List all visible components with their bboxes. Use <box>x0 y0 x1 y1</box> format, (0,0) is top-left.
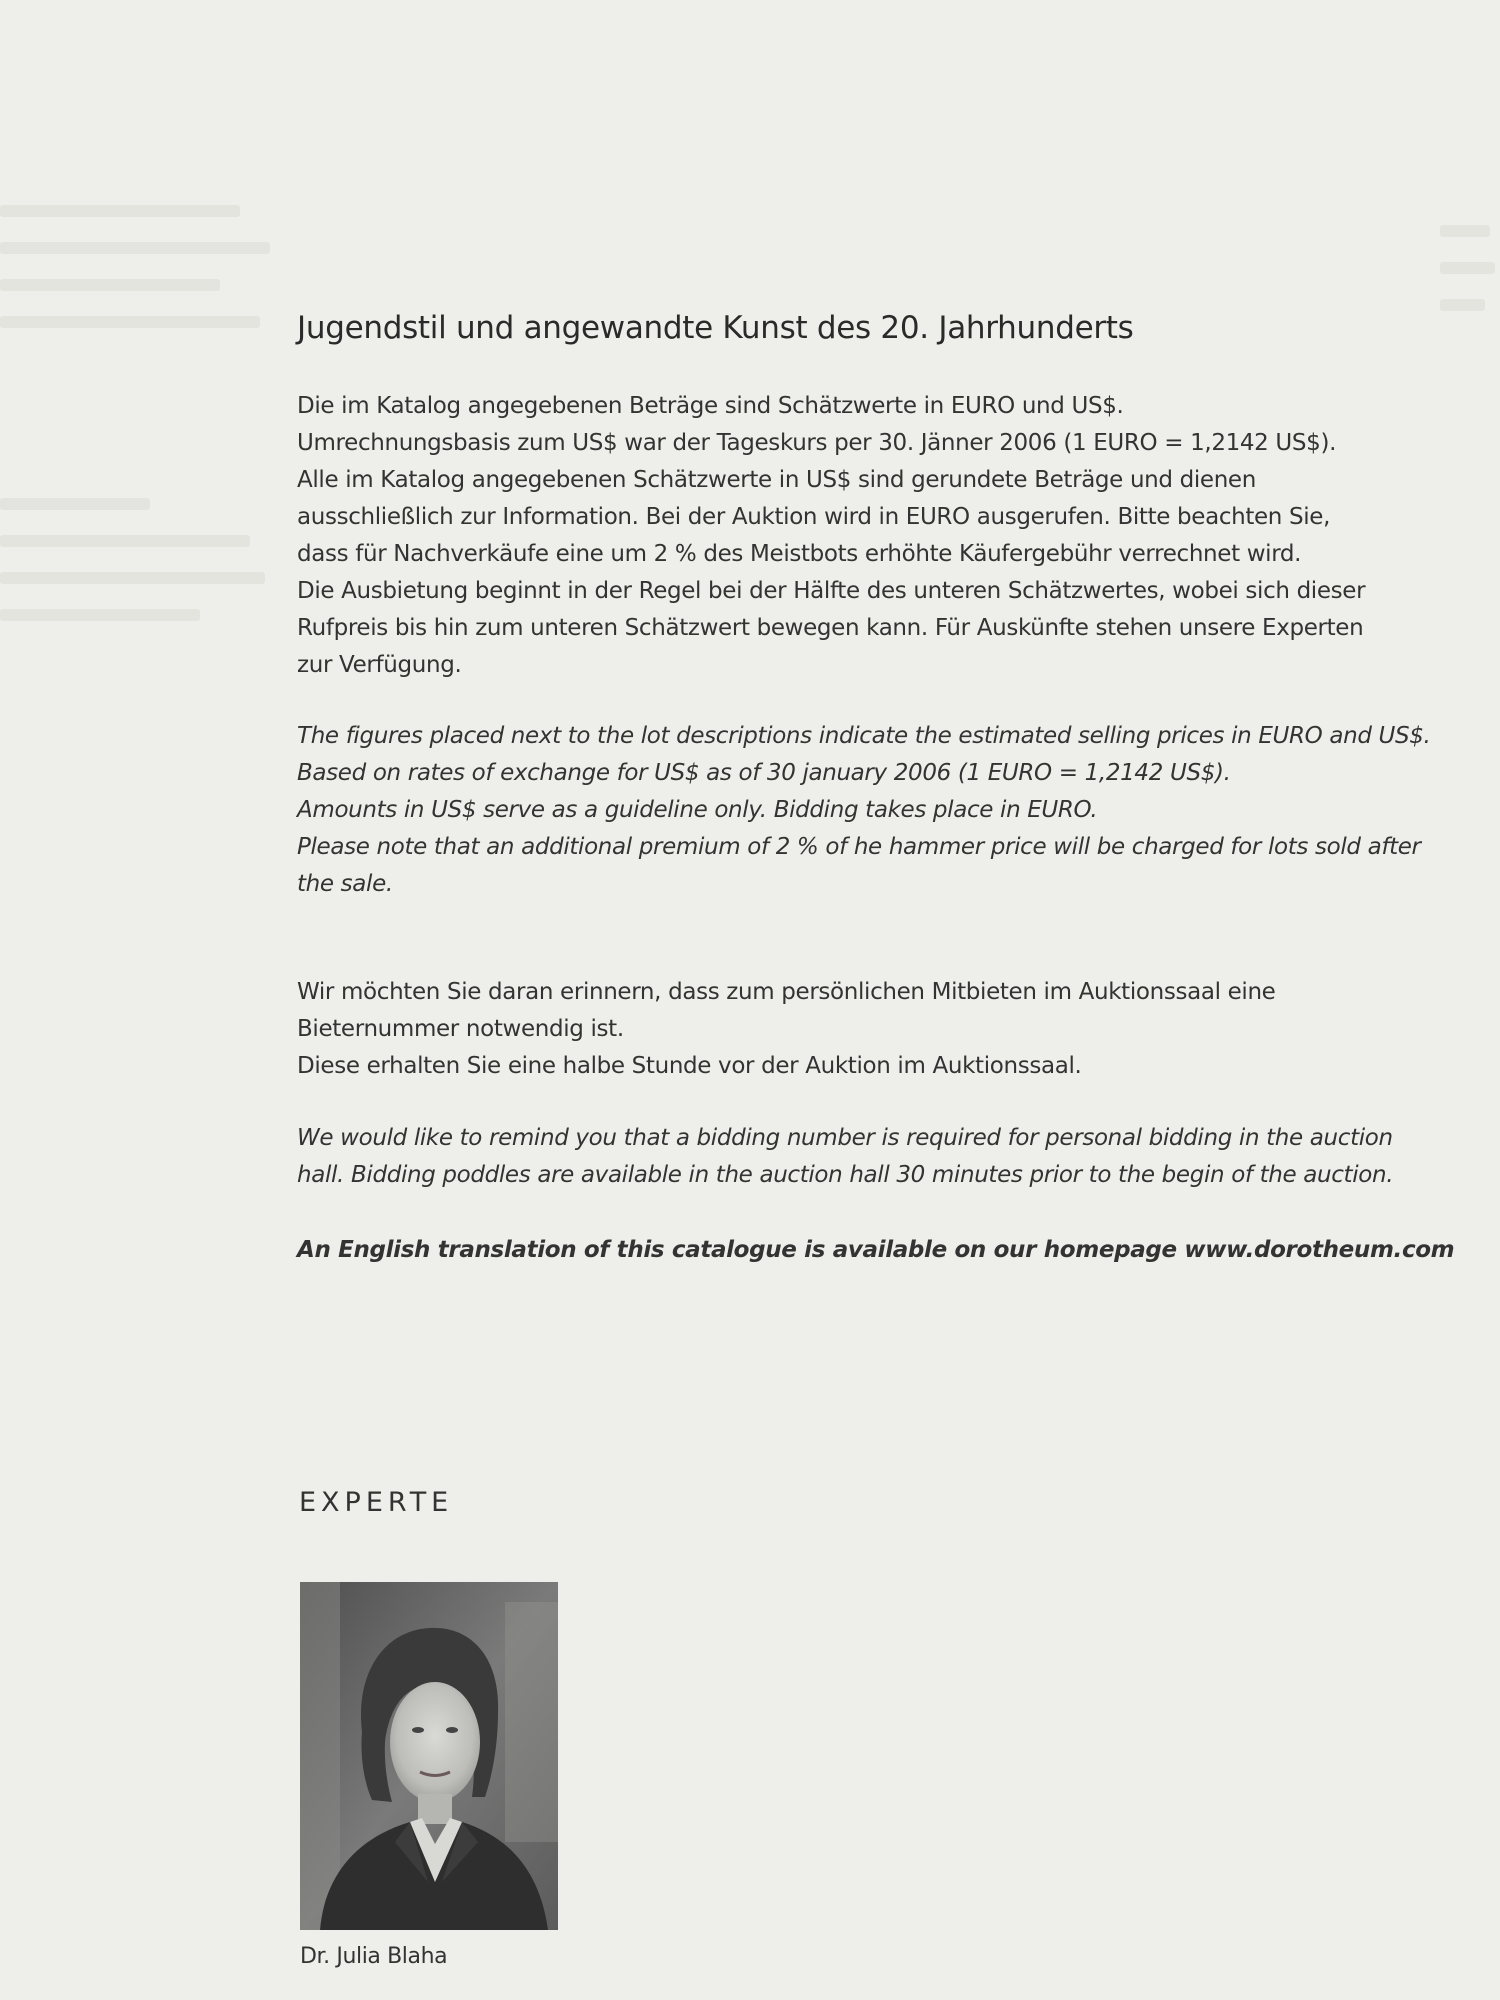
text-line: dass für Nachverkäufe eine um 2 % des Meistbots erhöhte Käufergebühr verrechnet wird. <box>297 541 1302 567</box>
text-line: Alle im Katalog angegebenen Schätzwerte in US$ sind gerundete Beträge und dienen <box>297 467 1256 493</box>
text-line: The figures placed next to the lot descriptions indicate the estimated selling prices in EURO and US$. <box>297 723 1431 749</box>
text-line: ausschließlich zur Information. Bei der Auktion wird in EURO ausgerufen. Bitte beachten Sie, <box>297 504 1331 530</box>
english-estimate-notice <box>297 718 1431 903</box>
translation-note <box>297 1232 1455 1269</box>
text-line: Diese erhalten Sie eine halbe Stunde vor der Auktion im Auktionssaal. <box>297 1053 1082 1079</box>
text-line: Based on rates of exchange for US$ as of 30 january 2006 (1 EURO = 1,2142 US$). <box>297 760 1231 786</box>
text-line: We would like to remind you that a bidding number is required for personal bidding in the auction <box>297 1125 1393 1151</box>
german-estimate-notice <box>297 388 1417 684</box>
page-title: Jugendstil und angewandte Kunst des 20. Jahrhunderts <box>297 310 1134 346</box>
text-line: Wir möchten Sie daran erinnern, dass zum persönlichen Mitbieten im Auktionssaal eine <box>297 979 1276 1005</box>
catalogue-page <box>297 0 1455 2000</box>
text-line: Die im Katalog angegebenen Beträge sind Schätzwerte in EURO und US$. <box>297 393 1124 419</box>
expert-name: Dr. Julia Blaha <box>300 1944 448 1969</box>
text-line: An English translation of this catalogue is available on our homepage www.dorotheum.com <box>297 1237 1455 1263</box>
text-line: Bieternummer notwendig ist. <box>297 1016 624 1042</box>
bleed-through-left <box>0 180 280 646</box>
portrait-photo-icon <box>300 1582 558 1930</box>
english-bidding-reminder <box>297 1120 1417 1194</box>
text-line: the sale. <box>297 871 393 897</box>
text-line: Umrechnungsbasis zum US$ war der Tageskurs per 30. Jänner 2006 (1 EURO = 1,2142 US$). <box>297 430 1337 456</box>
text-line: Rufpreis bis hin zum unteren Schätzwert bewegen kann. Für Auskünfte stehen unsere Experten <box>297 615 1364 641</box>
text-line: Die Ausbietung beginnt in der Regel bei der Hälfte des unteren Schätzwertes, wobei sich dieser <box>297 578 1366 604</box>
text-line: Please note that an additional premium of 2 % of he hammer price will be charged for lots sold after <box>297 834 1421 860</box>
bleed-through-right <box>1440 200 1500 336</box>
text-line: Amounts in US$ serve as a guideline only. Bidding takes place in EURO. <box>297 797 1098 823</box>
german-bidding-reminder <box>297 974 1417 1085</box>
text-line: hall. Bidding poddles are available in the auction hall 30 minutes prior to the begin of the auction. <box>297 1162 1394 1188</box>
text-line: zur Verfügung. <box>297 652 462 678</box>
expert-heading: EXPERTE <box>299 1487 454 1518</box>
